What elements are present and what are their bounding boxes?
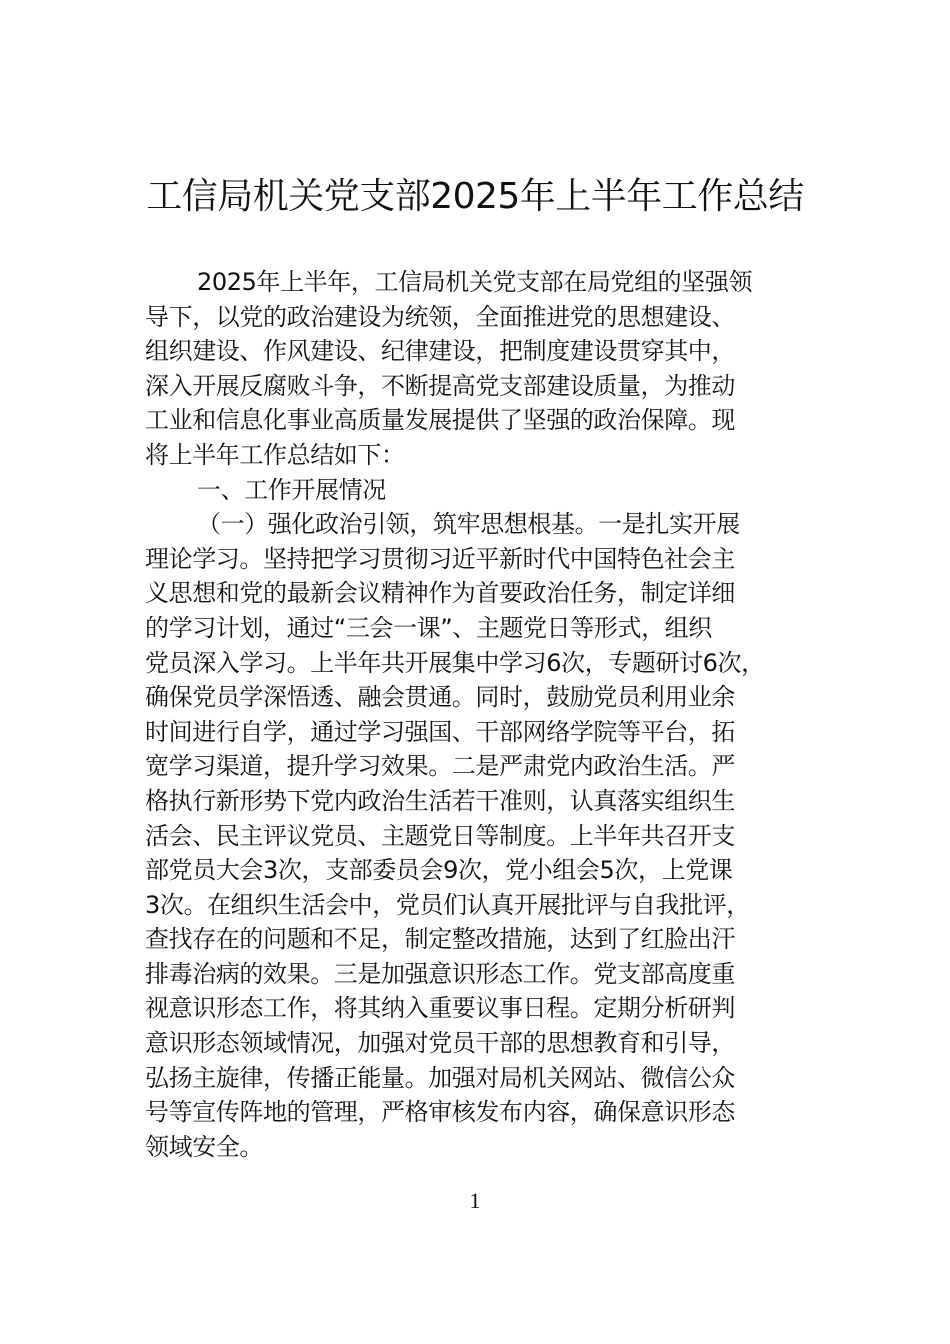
paragraph-line: 意识形态领域情况，加强对党员干部的思想教育和引导， [145, 1029, 735, 1058]
paragraph-line: 导下，以党的政治建设为统领，全面推进党的思想建设、 [145, 302, 735, 331]
paragraph-line: 组织建设、作风建设、纪律建设，把制度建设贯穿其中， [145, 337, 735, 366]
paragraph-line: 的学习计划，通过“三会一课”、主题党日等形式，组织 [145, 613, 712, 642]
paragraph-line: 确保党员学深悟透、融会贯通。同时，鼓励党员利用业余 [145, 683, 735, 712]
paragraph-line: 宽学习渠道，提升学习效果。二是严肃党内政治生活。严 [145, 752, 735, 781]
document-title: 工信局机关党支部2025年上半年工作总结 [146, 176, 804, 217]
section-heading: 一、工作开展情况 [197, 475, 386, 504]
paragraph-line: 弘扬主旋律，传播正能量。加强对局机关网站、微信公众 [145, 1063, 735, 1092]
paragraph-line: 格执行新形势下党内政治生活若干准则，认真落实组织生 [145, 786, 735, 815]
page-number: 1 [469, 1188, 481, 1213]
paragraph-line: 深入开展反腐败斗争，不断提高党支部建设质量，为推动 [145, 371, 735, 400]
paragraph-line: 党员深入学习。上半年共开展集中学习6次，专题研讨6次， [145, 648, 765, 677]
intro-paragraph [145, 265, 825, 473]
paragraph-line: 查找存在的问题和不足，制定整改措施，达到了红脸出汗 [145, 925, 735, 954]
paragraph-line: 排毒治病的效果。三是加强意识形态工作。党支部高度重 [145, 959, 735, 988]
paragraph-line: 领域安全。 [145, 1132, 263, 1161]
paragraph-line: 工业和信息化事业高质量发展提供了坚强的政治保障。现 [145, 406, 735, 435]
paragraph-line: （一）强化政治引领，筑牢思想根基。一是扎实开展 [197, 510, 740, 539]
paragraph-line: 2025年上半年，工信局机关党支部在局党组的坚强领 [197, 268, 753, 296]
document-body [145, 265, 825, 1164]
paragraph-line: 理论学习。坚持把学习贯彻习近平新时代中国特色社会主 [145, 544, 735, 573]
paragraph-line: 义思想和党的最新会议精神作为首要政治任务，制定详细 [145, 579, 735, 608]
paragraph-line: 将上半年工作总结如下： [145, 440, 405, 469]
paragraph-line: 时间进行自学，通过学习强国、干部网络学院等平台，拓 [145, 717, 735, 746]
paragraph-line: 视意识形态工作，将其纳入重要议事日程。定期分析研判 [145, 994, 735, 1023]
paragraph-line: 号等宣传阵地的管理，严格审核发布内容，确保意识形态 [145, 1098, 735, 1127]
paragraph-line: 部党员大会3次，支部委员会9次，党小组会5次，上党课 [145, 856, 733, 885]
paragraph-line: 活会、民主评议党员、主题党日等制度。上半年共召开支 [145, 821, 735, 850]
section-1-paragraph [145, 507, 825, 1164]
paragraph-line: 3次。在组织生活会中，党员们认真开展批评与自我批评， [145, 890, 750, 919]
